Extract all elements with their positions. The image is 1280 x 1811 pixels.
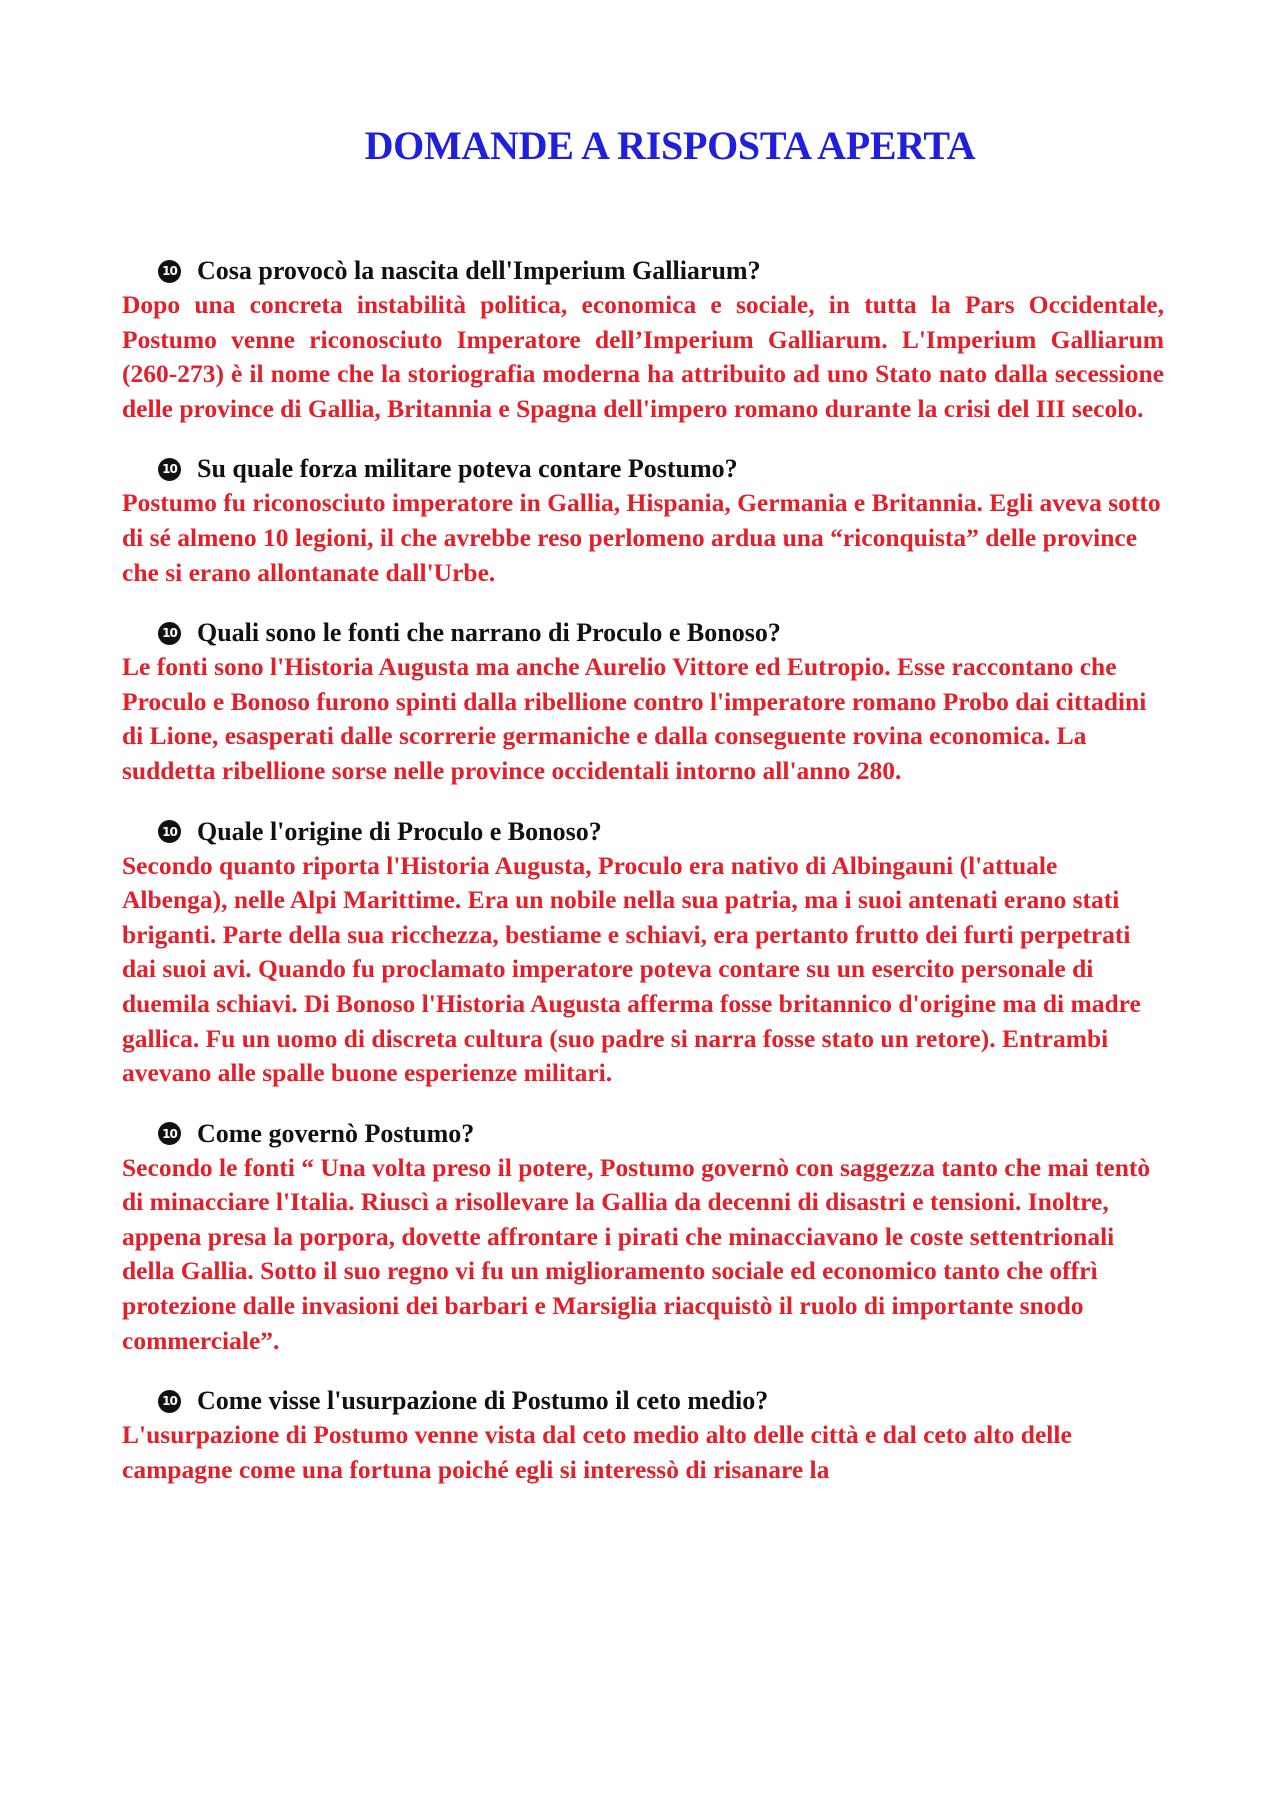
question — [122, 452, 1164, 486]
qa-item — [122, 815, 1164, 1091]
question-text: Cosa provocò la nascita dell'Imperium Galliarum? — [197, 256, 761, 285]
question — [122, 815, 1164, 849]
question — [122, 616, 1164, 650]
qa-item — [122, 452, 1164, 590]
circled-ten-icon: 10 — [158, 820, 181, 843]
question — [122, 254, 1164, 288]
circled-ten-icon: 10 — [158, 458, 181, 481]
qa-item — [122, 616, 1164, 788]
circled-ten-icon: 10 — [158, 260, 181, 283]
qa-list — [122, 254, 1164, 1513]
qa-item — [122, 1384, 1164, 1487]
question-text: Come governò Postumo? — [197, 1118, 475, 1148]
answer-text: L'usurpazione di Postumo venne vista dal ceto medio alto delle città e dal ceto alto delle campagne come una fortuna poiché egli si interessò di risanare la — [122, 1420, 1072, 1484]
answer-text: Secondo quanto riporta l'Historia Augusta, Proculo era nativo di Albingauni (l'attuale Albenga), nelle Alpi Marittime. Era un nobile nella sua patria, ma i suoi antenati erano stati briganti. Parte della sua ricchezza, bestiame e schiavi, era pertanto frutto dei furti perpetrati dai suoi avi. Quando fu proclamato imperatore poteva contare su un esercito personale di duemila schiavi. Di Bonoso l'Historia Augusta afferma fosse britannico d'origine ma di madre gallica. Fu un uomo di discreta cultura (suo padre si narra fosse stato un retore). Entrambi avevano alle spalle buone esperienze militari. — [122, 850, 1141, 1088]
answer-text: Secondo le fonti “ Una volta preso il potere, Postumo governò con saggezza tanto che mai tentò di minacciare l'Italia. Riuscì a risollevare la Gallia da decenni di disastri e tensioni. Inoltre, appena presa la porpora, dovette affrontare i pirati che minacciavano le coste settentrionali della Gallia. Sotto il suo regno vi fu un miglioramento sociale ed economico tanto che offrì protezione dalle invasioni dei barbari e Marsiglia riacquistò il ruolo di importante snodo commerciale”. — [122, 1152, 1151, 1355]
question — [122, 1384, 1164, 1418]
question-text: Quali sono le fonti che narrano di Proculo e Bonoso? — [197, 618, 781, 648]
question — [122, 1117, 1164, 1151]
qa-item — [122, 1117, 1164, 1359]
question-text: Su quale forza militare poteva contare Postumo? — [197, 454, 738, 484]
qa-item — [122, 254, 1164, 426]
answer-text: Le fonti sono l'Historia Augusta ma anche Aurelio Vittore ed Eutropio. Esse raccontano che Proculo e Bonoso furono spinti dalla ribellione contro l'imperatore romano Probo dai cittadini di Lione, esasperati dalle scorrerie germaniche e dalla conseguente rovina economica. La suddetta ribellione sorse nelle province occidentali intorno all'anno 280. — [122, 652, 1147, 785]
circled-ten-icon: 10 — [158, 1390, 181, 1413]
answer-text: Dopo una concreta instabilità politica, economica e sociale, in tutta la Pars Occidentale, Postumo venne riconosciuto Imperatore dell’Imperium Galliarum. L'Imperium Galliarum (260-273) è il nome che la storiografia moderna ha attribuito ad uno Stato nato dalla secessione delle province di Gallia, Britannia e Spagna dell'impero romano durante la crisi del III secolo. — [122, 290, 1164, 423]
page-title: DOMANDE A RISPOSTA APERTA — [364, 123, 976, 168]
circled-ten-icon: 10 — [158, 1122, 181, 1145]
circled-ten-icon: 10 — [158, 622, 181, 645]
question-text: Come visse l'usurpazione di Postumo il ceto medio? — [197, 1386, 769, 1416]
question-text: Quale l'origine di Proculo e Bonoso? — [197, 816, 602, 846]
answer-text: Postumo fu riconosciuto imperatore in Gallia, Hispania, Germania e Britannia. Egli aveva sotto di sé almeno 10 legioni, il che avrebbe reso perlomeno ardua una “riconquista” delle province che si erano allontanate dall'Urbe. — [122, 488, 1161, 587]
